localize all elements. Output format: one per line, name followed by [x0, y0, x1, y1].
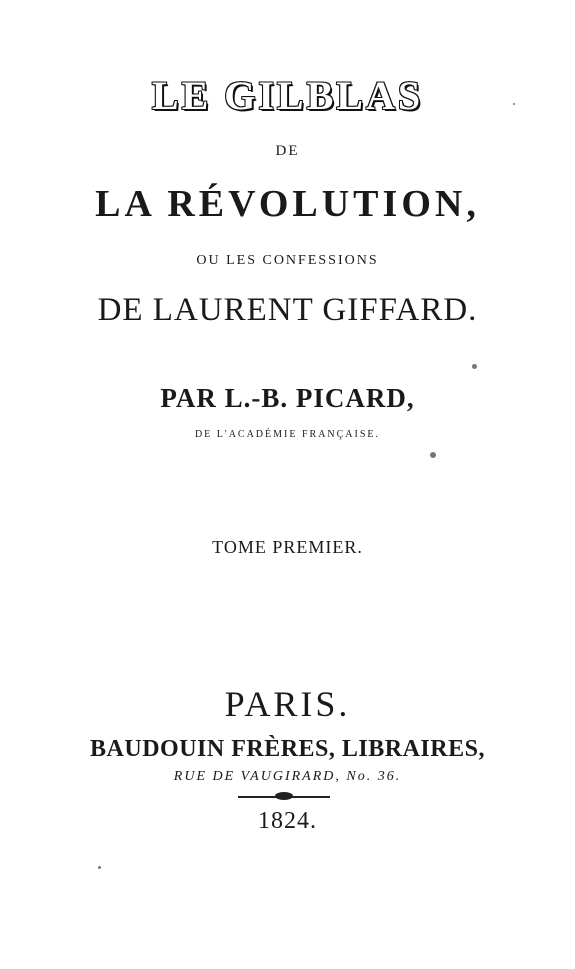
publication-year: 1824. — [258, 808, 317, 834]
book-subtitle: LA RÉVOLUTION, — [95, 183, 480, 225]
alternate-title-name: DE LAURENT GIFFARD. — [97, 292, 478, 328]
paper-speck — [98, 866, 101, 869]
publication-city: PARIS. — [224, 684, 351, 724]
author-affiliation: DE L'ACADÉMIE FRANÇAISE. — [194, 429, 381, 440]
author-line: PAR L.-B. PICARD, — [160, 383, 415, 413]
paper-speck — [430, 452, 436, 458]
publisher-address: RUE DE VAUGIRARD, No. 36. — [173, 769, 402, 784]
volume-label: TOME PREMIER. — [212, 537, 363, 557]
paper-speck — [472, 364, 477, 369]
alternate-title-prefix: OU LES CONFESSIONS — [196, 253, 379, 268]
publisher-name: BAUDOUIN FRÈRES, LIBRAIRES, — [90, 736, 485, 762]
rule-ornament — [275, 792, 293, 800]
book-title: LE GILBLAS — [151, 73, 424, 118]
paper-speck — [513, 103, 515, 105]
title-connector: DE — [275, 143, 300, 159]
